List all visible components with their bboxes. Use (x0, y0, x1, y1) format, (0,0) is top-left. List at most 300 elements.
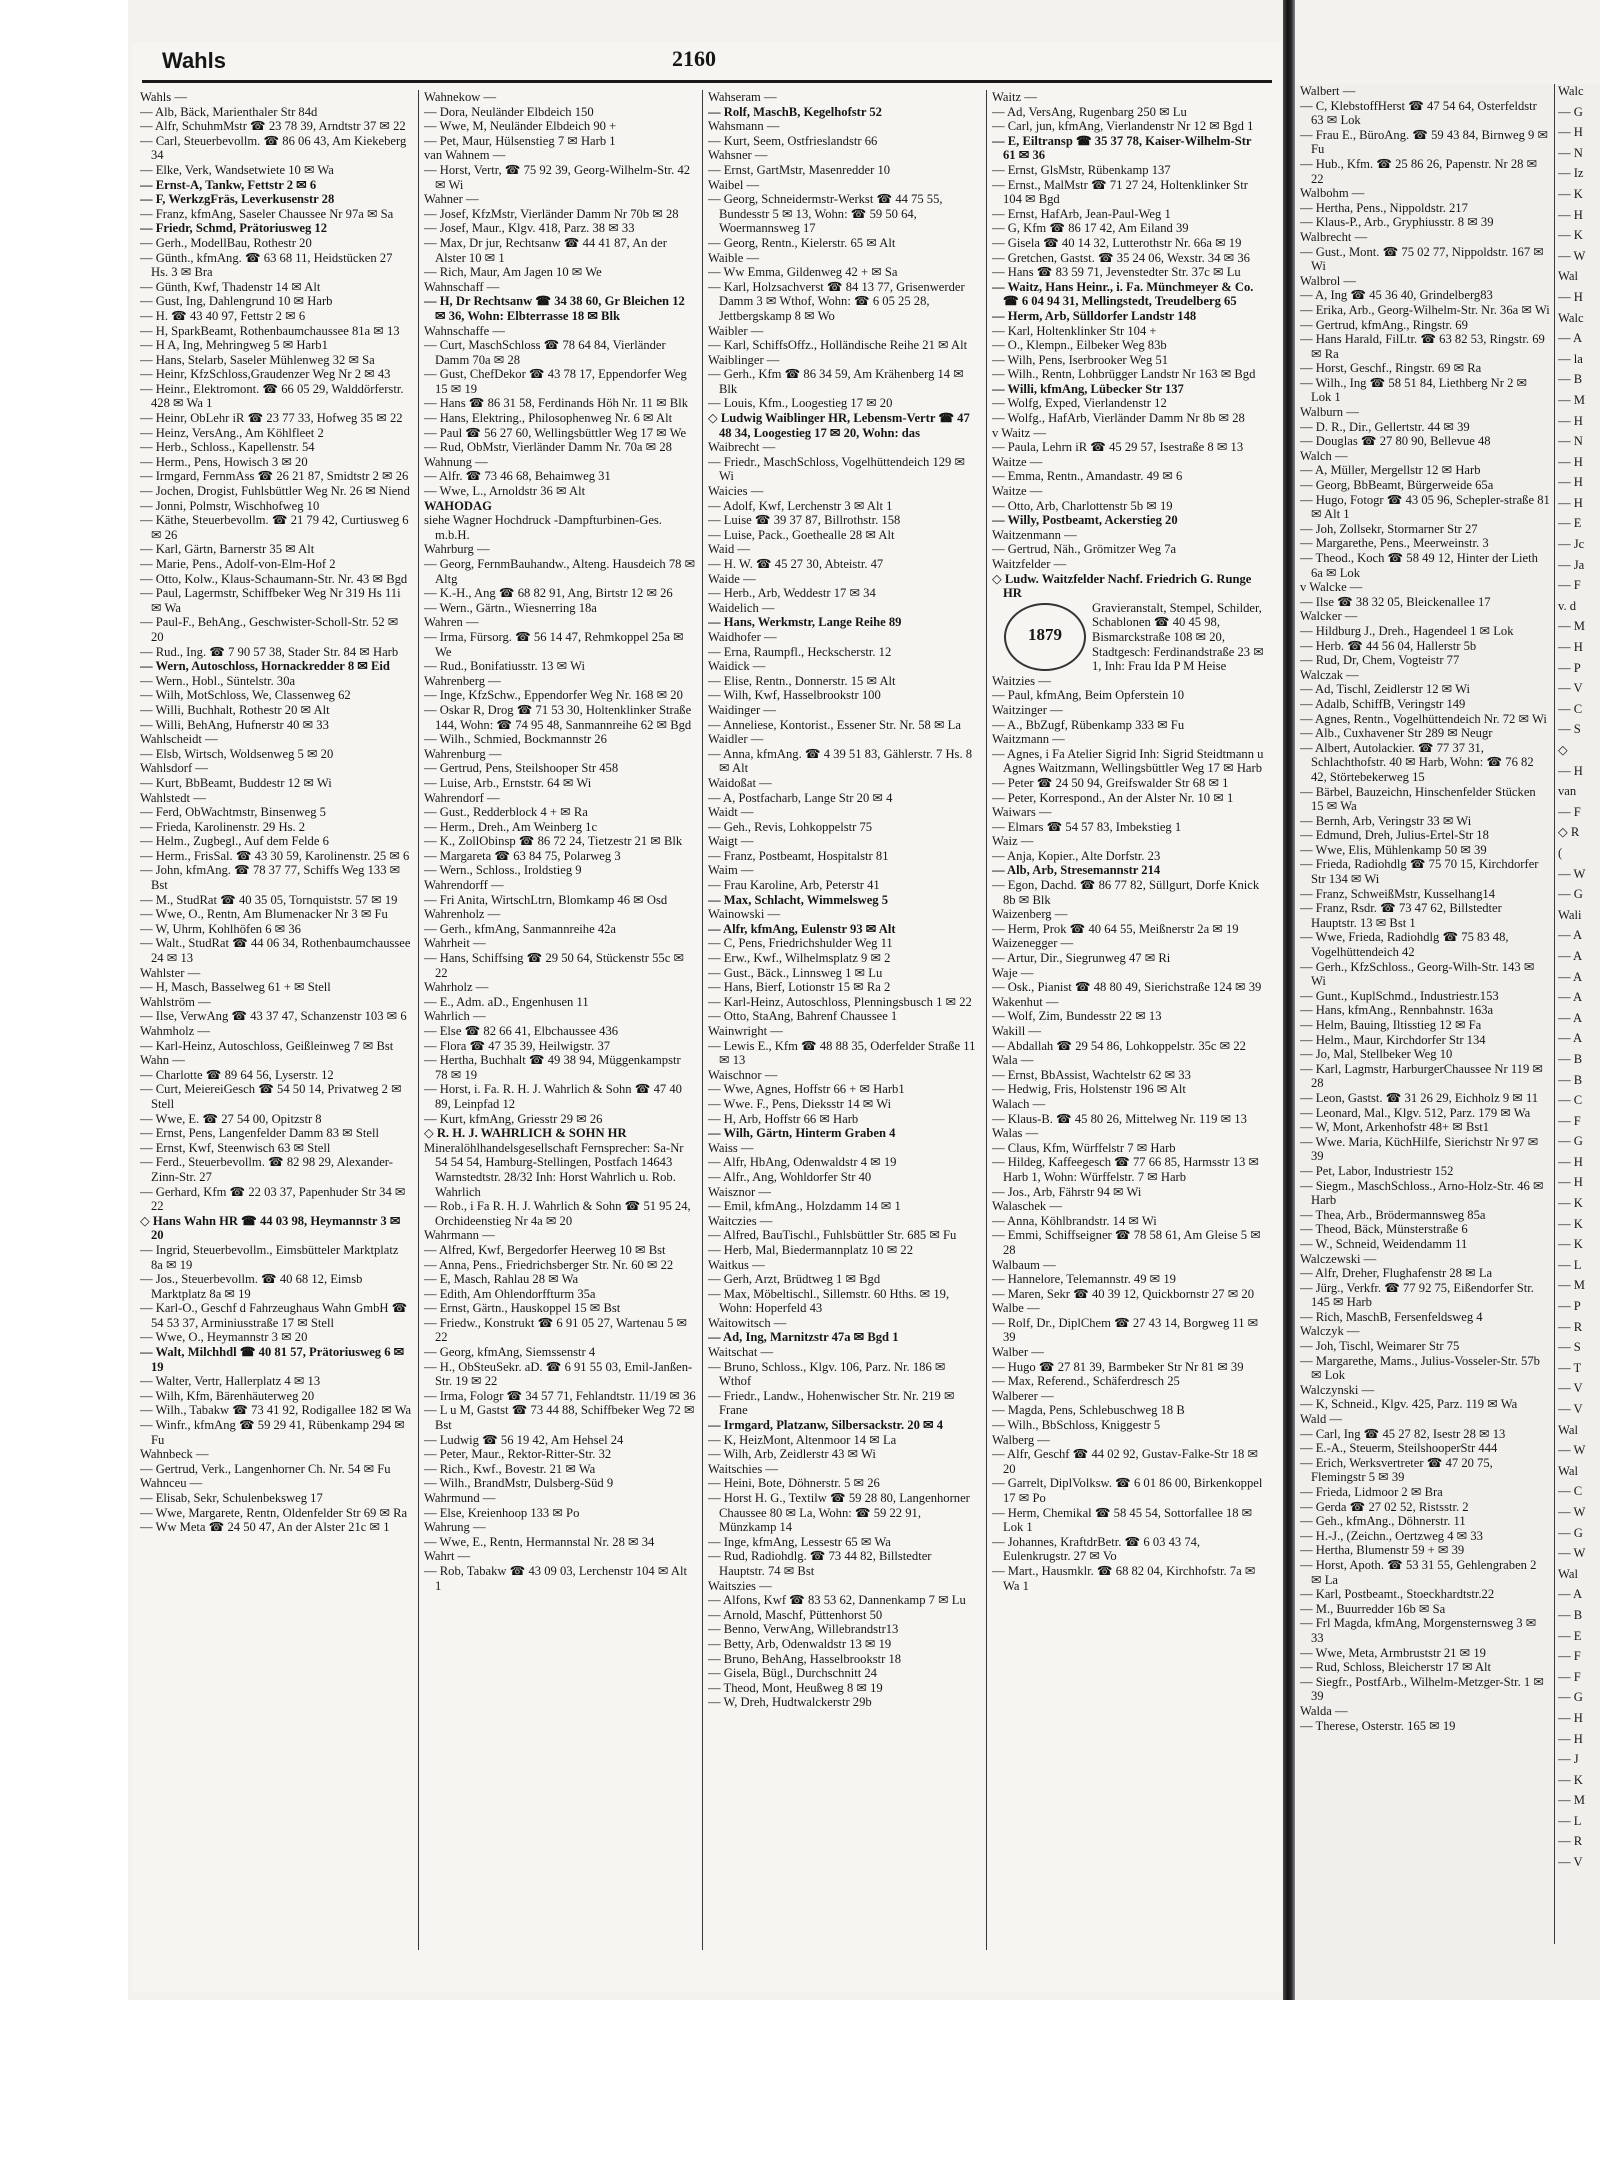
directory-entry: Wahlstedt — (140, 790, 206, 805)
directory-entry: — Erw., Kwf., Wilhelmsplatz 9 ✉ 2 (708, 951, 891, 966)
facing-entry: Walczyk — (1300, 1324, 1360, 1339)
facing-entry-fragment: — K (1558, 186, 1583, 201)
facing-entry-fragment: — G (1558, 1690, 1583, 1705)
directory-entry: — Georg, kfmAng, Siemssenstr 4 (424, 1345, 596, 1360)
directory-entry: — Wilh., Rentn, Lohbrügger Landstr Nr 163 ✉ Bgd (992, 367, 1256, 382)
directory-entry: — Ernst, Kwf, Steenwisch 63 ✉ Stell (140, 1140, 331, 1155)
directory-entry: — Otto, StaAng, Bahrenf Chaussee 1 (708, 1009, 898, 1024)
directory-entry: — Rud, ObMstr, Vierländer Damm Nr. 70a ✉ 28 (424, 440, 672, 455)
directory-entry: — Gerhard, Kfm ☎ 22 03 37, Papenhuder Str 34 ✉ 22 (140, 1184, 406, 1214)
directory-entry: — Anneliese, Kontorist., Essener Str. Nr. 58 ✉ La (708, 717, 961, 732)
directory-entry: — Frieda, Karolinenstr. 29 Hs. 2 (140, 819, 306, 834)
facing-entry-fragment: — H (1558, 763, 1583, 778)
facing-entry: Walbrecht — (1300, 229, 1368, 244)
directory-entry: — Wern, Autoschloss, Hornackredder 8 ✉ Eid (140, 659, 390, 674)
directory-entry: Walber — (992, 1345, 1044, 1360)
facing-entry: — Frieda, Radiohdlg ☎ 75 70 15, Kirchdorfer Str 134 ✉ Wi (1300, 857, 1539, 887)
directory-entry: — Wolf, Zim, Bundesstr 22 ✉ 13 (992, 1009, 1162, 1024)
facing-entry: — Carl, Ing ☎ 45 27 82, Isestr 28 ✉ 13 (1300, 1426, 1506, 1441)
directory-entry: — Wwe. F., Pens, Dieksstr 14 ✉ Wi (708, 1096, 892, 1111)
directory-entry: — Friedr., Landw., Hohenwischer Str. Nr. 219 ✉ Frane (708, 1388, 955, 1418)
directory-entry: Wahrenberg — (424, 673, 501, 688)
facing-entry-fragment: — A (1558, 1031, 1583, 1046)
directory-entry: — Luise, Pack., Goethealle 28 ✉ Alt (708, 527, 895, 542)
facing-entry: — W, Mont, Arkenhofstr 48+ ✉ Bst1 (1300, 1120, 1490, 1135)
directory-entry: — Karl, Gärtn, Barnerstr 35 ✉ Alt (140, 542, 315, 557)
column-divider (702, 90, 703, 1950)
directory-entry: — Curt, MaschSchloss ☎ 78 64 84, Vierländer Damm 70a ✉ 28 (424, 338, 666, 367)
directory-entry: Waibel — (708, 177, 760, 192)
directory-entry: — Karl, Holzsachverst ☎ 84 13 77, Grisenwerder Damm 3 ✉ Wthof, Wohn: ☎ 6 05 25 28, Jettbergskamp 8 ✉ Wo (708, 279, 965, 323)
directory-entry: — Agnes, i Fa Atelier Sigrid Inh: Sigrid Steidtmann u Agnes Waitzmann, Wellingsbüttler Weg 17 ✉ Harb (992, 746, 1264, 776)
directory-entry: Walaschek — (992, 1199, 1062, 1214)
directory-entry: — Wilh., Tabakw ☎ 73 41 92, Rodigallee 182 ✉ Wa (140, 1403, 412, 1418)
directory-entry: — Irmgard, Platzanw, Silbersackstr. 20 ✉ 4 (708, 1418, 944, 1433)
directory-entry: Wahrholz — (424, 980, 489, 995)
directory-entry: — Wwe, E., Rentn, Hermannstal Nr. 28 ✉ 34 (424, 1534, 655, 1549)
facing-entry-fragment: — C (1558, 1484, 1583, 1499)
directory-entry: — Anna, Köhlbrandstr. 14 ✉ Wi (992, 1213, 1157, 1228)
facing-entry: — Franz, SchweißMstr, Kusselhang14 (1300, 886, 1496, 901)
directory-entry: Waitzmann — (992, 732, 1065, 747)
directory-entry: — Erna, Raumpfl., Heckscherstr. 12 (708, 644, 892, 659)
directory-entry: — Herm., FrisSal. ☎ 43 30 59, Karolinenstr. 25 ✉ 6 (140, 848, 410, 863)
directory-entry: — Rob, Tabakw ☎ 43 09 03, Lerchenstr 104 ✉ Alt 1 (424, 1563, 687, 1593)
directory-entry: Wahnschaff — (424, 279, 500, 294)
facing-entry-fragment: — T (1558, 1360, 1582, 1375)
facing-entry: — A, Müller, Mergellstr 12 ✉ Harb (1300, 463, 1481, 478)
directory-entry: — Margareta ☎ 63 84 75, Polarweg 3 (424, 848, 621, 863)
directory-entry: — Dora, Neuländer Elbdeich 150 (424, 104, 594, 119)
directory-entry: — Flora ☎ 47 35 39, Heilwigstr. 37 (424, 1038, 611, 1053)
directory-entry: Wahnschaffe — (424, 323, 505, 338)
directory-entry: — Wilh, Pens, Iserbrooker Weg 51 (992, 352, 1169, 367)
facing-entry: — Rich, MaschB, Fersenfeldsweg 4 (1300, 1309, 1483, 1324)
facing-entry-fragment: — M (1558, 619, 1585, 634)
directory-entry: — Hans ☎ 86 31 58, Ferdinands Höh Nr. 11 ✉ Blk (424, 396, 688, 411)
directory-entry: — Karl, Holtenklinker Str 104 + (992, 323, 1157, 338)
directory-entry: Waibrecht — (708, 440, 776, 455)
facing-entry: — Georg, BbBeamt, Bürgerweide 65a (1300, 478, 1494, 493)
facing-entry: — Joh, Zollsekr, Stormarner Str 27 (1300, 521, 1478, 536)
facing-entry: Walbrol — (1300, 273, 1356, 288)
facing-page (1296, 84, 1600, 2000)
directory-entry: Waje — (992, 965, 1034, 980)
directory-entry: — Ernst, HafArb, Jean-Paul-Weg 1 (992, 206, 1171, 221)
facing-entry-fragment: — S (1558, 1340, 1581, 1355)
directory-entry: — Elsb, Wirtsch, Woldsenweg 5 ✉ 20 (140, 746, 334, 761)
facing-entry-fragment: — G (1558, 104, 1583, 119)
directory-entry: Wakill — (992, 1024, 1042, 1038)
facing-entry-fragment: — Ja (1558, 557, 1585, 572)
directory-entry: — Hans, Stelarb, Saseler Mühlenweg 32 ✉ Sa (140, 352, 375, 367)
directory-entry: — Jos., Arb, Fährstr 94 ✉ Wi (992, 1184, 1142, 1199)
directory-entry: — H, Masch, Basselweg 61 + ✉ Stell (140, 980, 331, 995)
directory-column-2 (424, 90, 696, 1980)
directory-entry: Waide — (708, 571, 756, 586)
directory-entry: — Geh., Revis, Lohkoppelstr 75 (708, 819, 873, 834)
directory-entry: — Ernst, Pens, Langenfelder Damm 83 ✉ Stell (140, 1126, 379, 1141)
facing-entry: — Gust., Mont. ☎ 75 02 77, Nippoldstr. 167 ✉ Wi (1300, 244, 1544, 274)
directory-entry: — Paul-F., BehAng., Geschwister-Scholl-Str. 52 ✉ 20 (140, 615, 399, 644)
directory-entry: Walas — (992, 1126, 1039, 1141)
directory-entry: — Wwe, M, Neuländer Elbdeich 90 + (424, 119, 617, 134)
directory-entry: — K., ZollObinsp ☎ 86 72 24, Tietzestr 21 ✉ Blk (424, 834, 683, 849)
directory-entry: Waitze — (992, 484, 1043, 499)
directory-entry: Mineralöhlhandelsgesellschaft Fernsprecher: Sa-Nr 54 54 54, Hamburg-Stellingen, Postfach 14643 Warnstedtstr. 28/32 Inh: Horst Wahrlich u. Rob. Wahrlich (424, 1140, 684, 1199)
directory-entry: — Emma, Rentn., Amandastr. 49 ✉ 6 (992, 469, 1183, 484)
directory-entry: — Wilh, Kwf, Hasselbrookstr 100 (708, 688, 881, 703)
facing-entry: — Margarethe, Mams., Julius-Vosseler-Str. 57b ✉ Lok (1300, 1353, 1540, 1383)
directory-entry: — Alfr, kfmAng, Eulenstr 93 ✉ Alt (708, 921, 896, 936)
directory-entry: — E, Eiltransp ☎ 35 37 78, Kaiser-Wilhelm-Str 61 ✉ 36 (992, 133, 1252, 163)
facing-entry-fragment: — S (1558, 722, 1581, 737)
directory-entry: WAHODAG (424, 498, 492, 513)
facing-entry-fragment: — W (1558, 1546, 1586, 1561)
directory-entry: — Rolf, Dr., DiplChem ☎ 27 43 14, Borgweg 11 ✉ 39 (992, 1315, 1259, 1345)
directory-entry: — Frau Karoline, Arb, Peterstr 41 (708, 878, 880, 893)
directory-entry: Waidoßat — (708, 775, 772, 790)
facing-entry: Walbohm — (1300, 186, 1365, 201)
facing-entry: — Margarethe, Pens., Meerweinstr. 3 (1300, 536, 1489, 551)
directory-entry: — Ww Emma, Gildenweg 42 + ✉ Sa (708, 265, 898, 280)
directory-entry: — Wilh., BrandMstr, Dulsberg-Süd 9 (424, 1476, 614, 1491)
directory-entry: — Louis, Kfm., Loogestieg 17 ✉ 20 (708, 396, 893, 411)
facing-entry: — Alfr, Dreher, Flughafenstr 28 ✉ La (1300, 1266, 1493, 1281)
directory-entry: — Alfr. ☎ 73 46 68, Behaimweg 31 (424, 469, 611, 484)
directory-entry: — Paula, Lehrn iR ☎ 45 29 57, Isestraße 8 ✉ 13 (992, 440, 1244, 455)
directory-entry: — Paul ☎ 56 27 60, Wellingsbüttler Weg 17 ✉ We (424, 425, 687, 440)
directory-entry: — Winfr., kfmAng ☎ 59 29 41, Rübenkamp 294 ✉ Fu (140, 1418, 405, 1447)
directory-entry: Wahlscheidt — (140, 732, 218, 747)
directory-entry: Wahseram — (708, 90, 777, 104)
facing-entry-fragment: — L (1558, 1813, 1582, 1828)
facing-entry-fragment: Wali (1558, 907, 1582, 922)
directory-entry: Wahrung — (424, 1520, 486, 1535)
directory-entry: — Wern., Gärtn., Wiesnerring 18a (424, 600, 597, 615)
directory-entry: — Alb, Arb, Stresemannstr 214 (992, 863, 1161, 878)
directory-entry: — Inge, KfzSchw., Eppendorfer Weg Nr. 168 ✉ 20 (424, 688, 683, 703)
directory-entry: Waitze — (992, 454, 1043, 469)
directory-entry: — Emmi, Schiffseigner ☎ 78 58 61, Am Gleise 5 ✉ 28 (992, 1228, 1261, 1257)
facing-entry: — Helm., Maur, Kirchdorfer Str 134 (1300, 1032, 1486, 1047)
facing-entry: — Joh, Tischl, Weimarer Str 75 (1300, 1339, 1460, 1354)
directory-entry: — Ad, VersAng, Rugenbarg 250 ✉ Lu (992, 104, 1187, 119)
column-divider (986, 90, 987, 1950)
directory-entry: — Irma, Fürsorg. ☎ 56 14 47, Rehmkoppel 25a ✉ We (424, 629, 684, 659)
facing-entry-fragment: — H (1558, 1154, 1583, 1169)
directory-entry: — Johannes, KraftdrBetr. ☎ 6 03 43 74, Eulenkrugstr. 27 ✉ Vo (992, 1534, 1201, 1564)
facing-entry-fragment: Wal (1558, 1463, 1578, 1478)
directory-entry: — Georg, Rentn., Kielerstr. 65 ✉ Alt (708, 235, 896, 250)
directory-entry: Wahnung — (424, 454, 488, 469)
facing-entry-fragment: — F (1558, 1649, 1581, 1664)
facing-entry: — Jürg., Verkfr. ☎ 77 92 75, Eißendorfer Str. 145 ✉ Harb (1300, 1280, 1534, 1310)
directory-entry: — Friedw., Konstrukt ☎ 6 91 05 27, Wartenau 5 ✉ 22 (424, 1315, 688, 1345)
directory-entry: — H. W. ☎ 45 27 30, Abteistr. 47 (708, 557, 884, 571)
directory-entry: — Herm., Dreh., Am Weinberg 1c (424, 819, 598, 834)
facing-entry-fragment: — V (1558, 1855, 1583, 1870)
directory-entry: — Josef, Maur., Klgv. 418, Parz. 38 ✉ 33 (424, 221, 635, 236)
directory-entry: Waitkus — (708, 1257, 765, 1272)
directory-entry: ◇ Ludwig Waiblinger HR, Lebensm-Vertr ☎ 47 48 34, Loogestieg 17 ✉ 20, Wohn: das (708, 411, 970, 440)
facing-entry: — Leon, Gastst. ☎ 31 26 29, Eichholz 9 ✉ 11 (1300, 1090, 1539, 1105)
facing-entry: — D. R., Dir., Gellertstr. 44 ✉ 39 (1300, 419, 1470, 434)
facing-entry: — Gerh., KfzSchloss., Georg-Wilh-Str. 143 ✉ Wi (1300, 959, 1535, 989)
facing-entry: — Franz, Rsdr. ☎ 73 47 62, Billstedter Hauptstr. 13 ✉ Bst 1 (1300, 901, 1502, 930)
facing-entry: Walczynski — (1300, 1382, 1375, 1397)
directory-entry: Wahlsdorf — (140, 761, 208, 776)
directory-entry: — Kurt, BbBeamt, Buddestr 12 ✉ Wi (140, 775, 332, 790)
directory-entry: Waitowitsch — (708, 1315, 787, 1330)
facing-entry: — Leonard, Mal., Klgv. 512, Parz. 179 ✉ Wa (1300, 1105, 1531, 1120)
directory-entry: Wahrendorf — (424, 790, 500, 805)
facing-entry-fragment: — H (1558, 640, 1583, 655)
directory-entry: — Lewis E., Kfm ☎ 48 88 35, Oderfelder Straße 11 ✉ 13 (708, 1038, 976, 1068)
facing-entry: — Edmund, Dreh, Julius-Ertel-Str 18 (1300, 828, 1489, 843)
directory-entry: — Wilh., Schmied, Bockmannstr 26 (424, 732, 607, 747)
directory-entry: Waible — (708, 250, 760, 265)
seal-emblem: 1879 (1004, 603, 1086, 671)
directory-entry: — Horst, i. Fa. R. H. J. Wahrlich & Sohn ☎ 47 40 89, Leinpfad 12 (424, 1082, 682, 1111)
directory-entry: Waitzies — (992, 673, 1051, 688)
facing-entry-fragment: — L (1558, 1257, 1582, 1272)
facing-entry-fragment: — E (1558, 516, 1582, 531)
facing-entry: — Herb. ☎ 44 56 04, Hallerstr 5b (1300, 638, 1477, 653)
directory-entry: Walberg — (992, 1432, 1050, 1447)
facing-entry-fragment: — H (1558, 1710, 1583, 1725)
directory-entry: — Kurt, Seem, Ostfrieslandstr 66 (708, 133, 878, 148)
facing-entry: — Thea, Arb., Brödermannsweg 85a (1300, 1207, 1486, 1222)
directory-entry: — Herm, Arb, Sülldorfer Landstr 148 (992, 308, 1197, 323)
facing-entry-fragment: — H (1558, 289, 1583, 304)
directory-entry: — Willi, kfmAng, Lübecker Str 137 (992, 381, 1184, 396)
directory-entry: — Wern., Hobl., Süntelstr. 30a (140, 673, 296, 688)
directory-entry: — A, Postfacharb, Lange Str 20 ✉ 4 (708, 790, 893, 805)
facing-entry: — H.-J., (Zeichn., Oertzweg 4 ✉ 33 (1300, 1528, 1483, 1543)
column-divider (1554, 84, 1555, 1944)
facing-entry: — Alb., Cuxhavener Str 289 ✉ Neugr (1300, 726, 1493, 741)
facing-entry-fragment: — R (1558, 1319, 1583, 1334)
directory-entry: — Franz, kfmAng, Saseler Chaussee Nr 97a ✉ Sa (140, 206, 394, 221)
directory-entry: — Irma, Fologr ☎ 34 57 71, Fehlandtstr. 11/19 ✉ 36 (424, 1388, 696, 1403)
facing-entry-fragment: — Jc (1558, 537, 1585, 552)
directory-entry: — Wwe, O., Heymannstr 3 ✉ 20 (140, 1330, 308, 1345)
directory-entry: Waitczies — (708, 1213, 773, 1228)
facing-entry: — Hildburg J., Dreh., Hagendeel 1 ✉ Lok (1300, 623, 1514, 638)
facing-entry-fragment: — la (1558, 351, 1583, 366)
directory-entry: Wahnceu — (140, 1476, 203, 1491)
directory-entry: — Herm., Pens, Howisch 3 ✉ 20 (140, 454, 308, 469)
directory-entry: — Heinr, ObLehr iR ☎ 23 77 33, Hofweg 35 ✉ 22 (140, 411, 403, 426)
directory-entry: — Karl, SchiffsOffz., Holländische Reihe 21 ✉ Alt (708, 338, 968, 353)
directory-entry: — Rud., Ing. ☎ 7 90 57 38, Stader Str. 84 ✉ Harb (140, 644, 399, 659)
facing-entry: Walcker — (1300, 609, 1358, 624)
facing-entry-fragment: — C (1558, 701, 1583, 716)
directory-entry: — Paul, kfmAng, Beim Opferstein 10 (992, 688, 1185, 703)
directory-entry: — Heinr, KfzSchloss,Graudenzer Weg Nr 2 ✉ 43 (140, 367, 391, 382)
facing-page-column (1300, 84, 1550, 1984)
facing-entry-fragment: — K (1558, 1237, 1583, 1252)
directory-entry: Wahn — (140, 1053, 185, 1068)
directory-entry: — Gertrud, Pens, Steilshooper Str 458 (424, 761, 619, 776)
directory-entry: Wahrenholz — (424, 907, 501, 922)
directory-entry: — Ludwig ☎ 56 19 42, Am Hehsel 24 (424, 1432, 624, 1447)
directory-entry: — Kurt, kfmAng, Griesstr 29 ✉ 26 (424, 1111, 603, 1126)
directory-entry: — Wwe, Agnes, Hoffstr 66 + ✉ Harb1 (708, 1082, 905, 1097)
directory-entry: — Egon, Dachd. ☎ 86 77 82, Süllgurt, Dorfe Knick 8b ✉ Blk (992, 878, 1260, 907)
directory-entry: — Claus, Kfm, Würffelstr 7 ✉ Harb (992, 1140, 1176, 1155)
facing-entry: — M., Buurredder 16b ✉ Sa (1300, 1601, 1446, 1616)
header-rule (142, 80, 1272, 83)
directory-entry: ◇ R. H. J. WAHRLICH & SOHN HR (424, 1126, 627, 1141)
facing-entry-fragment: — J (1558, 1752, 1579, 1767)
directory-entry: — Alfons, Kwf ☎ 83 53 62, Dannenkamp 7 ✉ Lu (708, 1593, 966, 1608)
directory-entry: Wahrendorff — (424, 878, 504, 893)
directory-entry: Wahnekow — (424, 90, 497, 104)
directory-entry: — H, Dr Rechtsanw ☎ 34 38 60, Gr Bleichen 12 ✉ 36, Wohn: Elbterrasse 18 ✉ Blk (424, 294, 685, 323)
directory-entry: — H A, Ing, Mehringweg 5 ✉ Harb1 (140, 338, 328, 353)
facing-entry-fragment: Wal (1558, 1566, 1578, 1581)
facing-entry-fragment: — A (1558, 990, 1583, 1005)
directory-entry: — Ferd, ObWachtmstr, Binsenweg 5 (140, 805, 326, 820)
facing-entry-fragment: — A (1558, 969, 1583, 984)
directory-entry: Waigt — (708, 834, 754, 849)
directory-entry: — Hertha, Buchhalt ☎ 49 38 94, Müggenkampstr 78 ✉ 19 (424, 1053, 681, 1082)
facing-entry-fragment: — V (1558, 1381, 1583, 1396)
directory-entry: Wahrmann — (424, 1228, 495, 1243)
directory-entry: Waitschat — (708, 1345, 774, 1360)
facing-entry: — C, KlebstoffHerst ☎ 47 54 64, Osterfeldstr 63 ✉ Lok (1300, 98, 1537, 128)
directory-entry: — Franz, Postbeamt, Hospitalstr 81 (708, 848, 889, 863)
directory-entry: Waisznor — (708, 1184, 771, 1199)
facing-entry: — Ad, Tischl, Zeidlerstr 12 ✉ Wi (1300, 682, 1471, 697)
directory-entry: — Abdallah ☎ 29 54 86, Lohkoppelstr. 35c ✉ 22 (992, 1038, 1246, 1053)
facing-entry: Walczak — (1300, 667, 1359, 682)
facing-entry-fragment: — H (1558, 495, 1583, 510)
directory-entry: Waidick — (708, 659, 766, 674)
directory-entry: — Adolf, Kwf, Lerchenstr 3 ✉ Alt 1 (708, 498, 893, 513)
facing-entry: — Gunt., KuplSchmd., Industriestr.153 (1300, 988, 1499, 1003)
facing-entry-fragment: — R (1558, 1834, 1583, 1849)
directory-entry: — Herm, Prok ☎ 40 64 55, Meißnerstr 2a ✉ 19 (992, 921, 1239, 936)
directory-entry: — Josef, KfzMstr, Vierländer Damm Nr 70b ✉ 28 (424, 206, 679, 221)
facing-entry: — Theod, Bäck, Münsterstraße 6 (1300, 1222, 1468, 1237)
directory-entry: Waidinger — (708, 702, 776, 717)
directory-entry: Waim — (708, 863, 754, 878)
directory-entry: — Gretchen, Gastst. ☎ 35 24 06, Wexstr. 34 ✉ 36 (992, 250, 1250, 265)
facing-entry-fragment: — H (1558, 1731, 1583, 1746)
directory-entry: — Waitz, Hans Heinr., i. Fa. Münchmeyer & Co. ☎ 6 04 94 31, Mellingstedt, Treudelberg 65 (992, 279, 1254, 309)
facing-entry: — Bärbel, Bauzeichn, Hinschenfelder Stücken 15 ✉ Wa (1300, 784, 1536, 814)
directory-entry: — H, SparkBeamt, Rothenbaumchaussee 81a ✉ 13 (140, 323, 400, 338)
facing-entry-fragment: — N (1558, 434, 1583, 449)
directory-entry: — Wwe, Margarete, Rentn, Oldenfelder Str 69 ✉ Ra (140, 1505, 408, 1520)
facing-entry-fragment: — A (1558, 1587, 1583, 1602)
directory-entry: — Ernst., MalMstr ☎ 71 27 24, Holtenklinker Str 104 ✉ Bgd (992, 177, 1249, 207)
directory-entry: Wala — (992, 1053, 1034, 1068)
directory-entry: Wahren — (424, 615, 479, 630)
facing-entry-fragment: — F (1558, 1669, 1581, 1684)
directory-entry: Waiwars — (992, 805, 1052, 820)
directory-entry: — Carl, jun, kfmAng, Vierlandenstr Nr 12 ✉ Bgd 1 (992, 119, 1254, 134)
facing-entry: — Albert, Autolackier. ☎ 77 37 31, Schlachthofstr. 40 ✉ Harb, Wohn: ☎ 76 82 42, Störtebekerweg 15 (1300, 740, 1534, 784)
facing-entry-fragment: — M (1558, 392, 1585, 407)
directory-entry: Waidt — (708, 805, 754, 820)
directory-entry: — Willy, Postbeamt, Ackerstieg 20 (992, 513, 1178, 528)
facing-entry: — Wwe, Elis, Mühlenkamp 50 ✉ 39 (1300, 842, 1487, 857)
directory-entry: — Wolfg., HafArb, Vierländer Damm Nr 8b ✉ 28 (992, 411, 1245, 426)
directory-entry: Walbe — (992, 1301, 1040, 1316)
directory-entry: — E, Masch, Rahlau 28 ✉ Wa (424, 1272, 579, 1287)
directory-entry: — Gust., Redderblock 4 + ✉ Ra (424, 805, 588, 820)
directory-entry: — Peter ☎ 24 50 94, Greifswalder Str 68 ✉ 1 (992, 775, 1229, 790)
facing-entry: — Erich, Werksvertreter ☎ 47 20 75, Flemingstr 5 ✉ 39 (1300, 1455, 1493, 1485)
directory-entry: — Hugo ☎ 27 81 39, Barmbeker Str Nr 81 ✉ 39 (992, 1359, 1244, 1374)
facing-entry-fragment: — A (1558, 948, 1583, 963)
directory-entry: — Jos., Steuerbevollm. ☎ 40 68 12, Eimsb Marktplatz 8a ✉ 19 (140, 1272, 363, 1301)
directory-entry: — Max, Möbeltischl., Sillemstr. 60 Hths. ✉ 19, Wohn: Hoperfeld 43 (708, 1286, 950, 1316)
facing-entry-fragment: — B (1558, 1072, 1583, 1087)
directory-entry: Wahner — (424, 192, 479, 207)
directory-entry: — Ernst, BbAssist, Wachtelstr 62 ✉ 33 (992, 1067, 1191, 1082)
facing-entry-fragment: — F (1558, 1113, 1581, 1128)
directory-entry: Waitschies — (708, 1461, 778, 1476)
directory-entry: Waitszies — (708, 1578, 772, 1593)
facing-page-column-cut (1558, 84, 1600, 1984)
directory-entry: Waicies — (708, 484, 764, 499)
directory-entry: — Edith, Am Ohlendorffturm 35a (424, 1286, 596, 1301)
directory-entry: Waidelich — (708, 600, 775, 615)
directory-entry: — Peter, Korrespond., An der Alster Nr. 10 ✉ 1 (992, 790, 1234, 805)
directory-entry: — Wilh, Arb, Zeidlerstr 43 ✉ Wi (708, 1447, 876, 1462)
directory-entry: — Theod, Mont, Heußweg 8 ✉ 19 (708, 1680, 883, 1695)
directory-entry: — Herb., Arb, Weddestr 17 ✉ 34 (708, 586, 876, 601)
directory-entry: — Karl-Heinz, Autoschloss, Plenningsbusch 1 ✉ 22 (708, 994, 972, 1009)
directory-entry: — Irmgard, FernmAss ☎ 26 21 87, Smidtstr 2 ✉ 26 (140, 469, 409, 484)
directory-entry: — M., StudRat ☎ 40 35 05, Tornquiststr. 57 ✉ 19 (140, 892, 398, 907)
directory-entry: — Ernst, GartMstr, Masenredder 10 (708, 162, 891, 177)
facing-entry: — Gerda ☎ 27 02 52, Ristsstr. 2 (1300, 1499, 1469, 1514)
facing-entry: — Karl, Postbeamt., Stoeckhardtstr.22 (1300, 1587, 1495, 1602)
directory-entry: — K, HeizMont, Altenmoor 14 ✉ La (708, 1432, 897, 1447)
facing-entry-fragment: — K (1558, 228, 1583, 243)
directory-entry: — Luise ☎ 39 37 87, Billrothstr. 158 (708, 513, 901, 528)
directory-entry: — H., ObSteuSekr. aD. ☎ 6 91 55 03, Emil-Janßen-Str. 19 ✉ 22 (424, 1359, 693, 1389)
directory-entry: — F, WerkzgFräs, Leverkusenstr 28 (140, 192, 335, 207)
columns-container (140, 90, 1280, 1980)
directory-entry: — Arnold, Maschf, Püttenhorst 50 (708, 1607, 883, 1622)
directory-entry: — Gerh, Arzt, Brüdtweg 1 ✉ Bgd (708, 1272, 881, 1287)
directory-entry: — Hans, Bierf, Lotionstr 15 ✉ Ra 2 (708, 980, 891, 995)
directory-entry: — Herb, Mal, Biedermannplatz 10 ✉ 22 (708, 1242, 914, 1257)
directory-entry: — A., BbZugf, Rübenkamp 333 ✉ Fu (992, 717, 1185, 732)
directory-entry: — Else, Kreienhoop 133 ✉ Po (424, 1505, 580, 1520)
directory-entry: Wahnbeck — (140, 1447, 209, 1462)
facing-entry-fragment: Wal (1558, 269, 1578, 284)
directory-entry: — Willi, Buchhalt, Rothestr 20 ✉ Alt (140, 702, 330, 717)
directory-entry: — Friedr, Schmd, Prätoriusweg 12 (140, 221, 328, 236)
facing-entry: Walda — (1300, 1703, 1348, 1718)
directory-entry: — Horst, Vertr, ☎ 75 92 39, Georg-Wilhelm-Str. 42 ✉ Wi (424, 162, 691, 192)
directory-entry: — Heini, Bote, Döhnerstr. 5 ✉ 26 (708, 1476, 880, 1491)
directory-entry: — Max, Dr jur, Rechtsanw ☎ 44 41 87, An der Alster 10 ✉ 1 (424, 235, 667, 265)
directory-entry (992, 601, 1264, 674)
directory-entry: — H. ☎ 43 40 97, Fettstr 2 ✉ 6 (140, 308, 306, 323)
directory-entry: — Emil, kfmAng., Holzdamm 14 ✉ 1 (708, 1199, 901, 1214)
facing-entry: — Frieda, Lidmoor 2 ✉ Bra (1300, 1485, 1443, 1499)
directory-entry: — Rich., Kwf., Bovestr. 21 ✉ Wa (424, 1461, 596, 1476)
